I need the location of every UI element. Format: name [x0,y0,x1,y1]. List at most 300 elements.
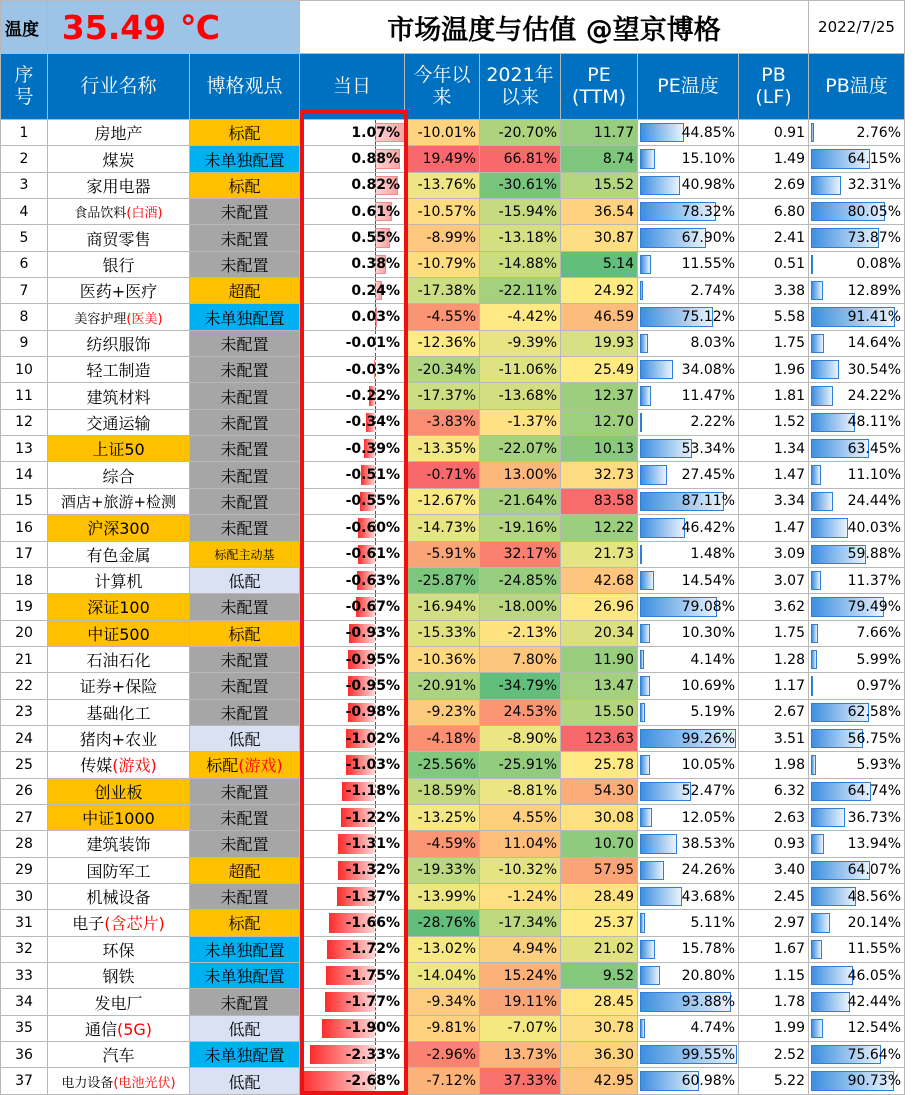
pb-lf-cell [739,120,809,146]
cell-text: 未配置 [220,993,269,1013]
cell-text: -0.55% [345,493,400,510]
cell-text: -0.51% [345,467,400,484]
cell-text: 酒店+旅游+检测 [60,492,177,511]
cell-text: -1.03% [345,756,400,773]
since-2021-change-cell [480,989,561,1015]
table-row [1,883,905,909]
cell-text: 11.55% [847,941,901,958]
ytd-change-cell [405,1015,480,1041]
cell-text: 15.10% [681,151,735,168]
cell-text: 2.41 [773,230,805,247]
cell-text: 43.68% [681,888,735,905]
pb-temp-cell [809,515,905,541]
cell-text: 1.47 [773,467,805,484]
pb-temp-bar [811,992,850,1011]
cell-text: 5 [19,230,29,247]
cell-text: 10 [15,361,33,378]
cell-text: (游戏) [238,756,283,776]
seq-cell [1,831,48,857]
ytd-change-cell [405,883,480,909]
cell-text: 1.15 [773,967,805,984]
cell-text: 2 [19,151,29,168]
industry-name-cell [48,488,190,514]
pb-temp-cell [809,172,905,198]
cell-text: -1.37% [507,414,557,431]
cell-text: 53.34% [681,440,735,457]
pe-temp-cell [638,699,739,725]
pb-temp-cell [809,936,905,962]
pb-lf-cell [739,883,809,909]
cell-text: -18.00% [498,598,557,615]
pb-temp-cell [809,778,905,804]
cell-text: -30.61% [498,177,557,194]
industry-name-cell [48,1042,190,1068]
cell-text: -11.06% [498,361,557,378]
cell-text: -17.37% [417,388,476,405]
pe-temp-cell [638,357,739,383]
seq-cell [1,330,48,356]
pe-ttm-cell [561,515,638,541]
cell-text: (白酒) [126,206,163,222]
table-row [1,515,905,541]
cell-text: 12.22 [593,519,634,536]
cell-text: 建筑装饰 [86,835,151,855]
table-row [1,120,905,146]
pe-ttm-cell [561,251,638,277]
ytd-change-cell [405,620,480,646]
pb-temp-bar [811,913,830,932]
cell-text: -0.22% [345,388,400,405]
pe-temp-bar [640,518,685,537]
since-2021-change-cell [480,409,561,435]
cell-text: 猪肉+农业 [79,730,158,750]
pe-ttm-cell [561,936,638,962]
since-2021-change-cell [480,436,561,462]
cell-text: 10.70 [593,835,634,852]
market-temp-label: 温度 [1,1,48,54]
cell-text: 25.37 [593,914,634,931]
since-2021-change-cell [480,330,561,356]
since-2021-change-cell [480,225,561,251]
column-header [1,54,48,120]
pe-temp-cell [638,462,739,488]
cell-text: 1.81 [773,388,805,405]
table-row [1,278,905,304]
table-row [1,673,905,699]
cell-text: 123.63 [585,730,634,747]
pb-temp-bar [811,624,818,643]
seq-cell [1,725,48,751]
cell-text: 房地产 [94,124,143,144]
cell-text: 20.34 [593,625,634,642]
cell-text: 低配 [228,1019,261,1039]
cell-text: 超配 [228,282,261,302]
cell-text: 创业板 [94,782,143,802]
cell-text: 11.47% [681,388,735,405]
day-change-cell [300,646,405,672]
cell-text: 0.08% [856,256,901,273]
ytd-change-cell [405,804,480,830]
day-change-cell [300,725,405,751]
pb-temp-bar [811,755,816,774]
cell-text: 20.14% [847,914,901,931]
bogle-view-cell [190,488,300,514]
cell-text: -3.83% [426,414,476,431]
cell-text: -1.31% [345,835,400,852]
market-temp-number: 35.49 [61,7,167,47]
pe-temp-bar [640,545,642,564]
pb-temp-cell [809,989,905,1015]
pe-ttm-cell [561,804,638,830]
pe-ttm-cell [561,120,638,146]
column-header [480,54,561,120]
cell-text: 46.42% [681,519,735,536]
seq-cell [1,752,48,778]
pb-lf-cell [739,225,809,251]
since-2021-change-cell [480,673,561,699]
cell-text: 未配置 [220,361,269,381]
bogle-view-cell [190,804,300,830]
cell-text: 煤炭 [102,150,135,170]
column-header-line: (TTM) [571,85,627,108]
industry-name-cell [48,304,190,330]
bogle-view-cell [190,725,300,751]
pe-ttm-cell [561,357,638,383]
column-header-line: 序 [14,63,34,86]
day-change-cell [300,515,405,541]
seq-cell [1,541,48,567]
pb-temp-bar [811,492,833,511]
cell-text: 0.51 [773,256,805,273]
cell-text: 48.11% [847,414,901,431]
ytd-change-cell [405,1042,480,1068]
industry-name-cell [48,910,190,936]
cell-text: 基础化工 [86,703,151,723]
cell-text: 7.80% [512,651,557,668]
cell-text: 5.99% [856,651,901,668]
pb-temp-cell [809,963,905,989]
cell-text: 4.74% [690,1020,735,1037]
cell-text: 2.45 [773,888,805,905]
cell-text: 1.99 [773,1020,805,1037]
pb-temp-bar [811,1019,823,1038]
column-header [190,54,300,120]
cell-text: 5.22 [773,1073,805,1090]
pb-temp-cell [809,910,905,936]
pe-ttm-cell [561,620,638,646]
seq-cell [1,1068,48,1094]
seq-cell [1,594,48,620]
pb-lf-cell [739,936,809,962]
industry-name-cell [48,1068,190,1094]
pb-lf-cell [739,804,809,830]
cell-text: 67.90% [681,230,735,247]
industry-name-cell [48,409,190,435]
pe-temp-cell [638,989,739,1015]
cell-text: -13.99% [417,888,476,905]
day-change-cell [300,383,405,409]
pe-temp-cell [638,936,739,962]
cell-text: 75.64% [847,1046,901,1063]
cell-text: -13.76% [417,177,476,194]
bogle-view-cell [190,1042,300,1068]
cell-text: -20.34% [417,361,476,378]
bogle-view-cell [190,857,300,883]
column-header-line: 当日 [332,74,371,97]
cell-text: 64.07% [847,862,901,879]
pb-temp-bar [811,334,824,353]
pe-ttm-cell [561,172,638,198]
pb-temp-bar [811,281,823,300]
cell-text: 11.90 [593,651,634,668]
cell-text: -8.81% [507,783,557,800]
bogle-view-cell [190,673,300,699]
cell-text: 15 [15,493,33,510]
pb-lf-cell [739,462,809,488]
cell-text: 未配置 [220,413,269,433]
cell-text: -24.85% [498,572,557,589]
cell-text: 46.05% [847,967,901,984]
since-2021-change-cell [480,541,561,567]
column-header-line: 行业名称 [80,74,157,97]
since-2021-change-cell [480,1068,561,1094]
pb-lf-cell [739,330,809,356]
bogle-view-cell [190,120,300,146]
ytd-change-cell [405,567,480,593]
cell-text: 59.88% [847,546,901,563]
pb-temp-cell [809,225,905,251]
cell-text: -10.32% [498,862,557,879]
table-row [1,936,905,962]
pb-temp-cell [809,488,905,514]
cell-text: 12.05% [681,809,735,826]
since-2021-change-cell [480,488,561,514]
day-change-cell [300,541,405,567]
ytd-change-cell [405,199,480,225]
cell-text: 11.55% [681,256,735,273]
cell-text: -17.38% [417,282,476,299]
cell-text: -8.99% [426,230,476,247]
cell-text: 56.75% [847,730,901,747]
cell-text: 未单独配置 [204,940,285,960]
day-change-cell [300,1015,405,1041]
cell-text: 5.19% [690,704,735,721]
pb-lf-cell [739,989,809,1015]
ytd-change-cell [405,330,480,356]
cell-text: 未配置 [220,598,269,618]
pb-lf-cell [739,357,809,383]
seq-cell [1,225,48,251]
since-2021-change-cell [480,883,561,909]
cell-text: 沪深300 [87,519,150,539]
pb-lf-cell [739,725,809,751]
pe-temp-cell [638,225,739,251]
cell-text: 电力设备 [61,1075,114,1091]
table-row [1,172,905,198]
pb-temp-bar [811,834,824,853]
cell-text: 13.47 [593,677,634,694]
cell-text: -15.94% [498,203,557,220]
seq-cell [1,963,48,989]
pe-ttm-cell [561,383,638,409]
cell-text: 20 [15,625,33,642]
day-change-cell [300,594,405,620]
cell-text: -10.36% [417,651,476,668]
cell-text: -1.72% [345,941,400,958]
cell-text: 48.56% [847,888,901,905]
ytd-change-cell [405,752,480,778]
pb-lf-cell [739,251,809,277]
industry-name-cell [48,778,190,804]
pb-lf-cell [739,541,809,567]
pb-temp-cell [809,594,905,620]
bogle-view-cell [190,304,300,330]
ytd-change-cell [405,936,480,962]
pb-temp-cell [809,1068,905,1094]
cell-text: 标配 [228,176,261,196]
table-row [1,594,905,620]
column-header [809,54,905,120]
industry-name-cell [48,357,190,383]
cell-text: 5.93% [856,756,901,773]
pb-temp-bar [811,571,821,590]
cell-text: 66.81% [503,151,557,168]
cell-text: 10.30% [681,625,735,642]
cell-text: 未单独配置 [204,1046,285,1066]
bogle-view-cell [190,646,300,672]
cell-text: 1.52 [773,414,805,431]
cell-text: 传媒 [80,756,113,776]
pe-temp-cell [638,436,739,462]
column-header [638,54,739,120]
pe-temp-bar [640,808,652,827]
cell-text: 交通运输 [86,413,151,433]
cell-text: -9.81% [426,1020,476,1037]
pe-temp-cell [638,620,739,646]
industry-name-cell [48,804,190,830]
cell-text: 0.55% [351,230,400,247]
table-row [1,831,905,857]
cell-text: 建筑材料 [86,387,151,407]
cell-text: 10.69% [681,677,735,694]
pe-temp-cell [638,778,739,804]
day-change-cell [300,936,405,962]
ytd-change-cell [405,146,480,172]
bogle-view-cell [190,831,300,857]
pb-temp-bar [811,386,833,405]
cell-text: 标配 [228,914,261,934]
ytd-change-cell [405,409,480,435]
cell-text: 9 [19,335,29,352]
pe-temp-cell [638,146,739,172]
cell-text: 33 [15,967,33,984]
ytd-change-cell [405,251,480,277]
bogle-view-cell [190,883,300,909]
table-row [1,436,905,462]
cell-text: 3.62 [773,598,805,615]
pb-lf-cell [739,910,809,936]
day-change-cell [300,699,405,725]
pe-ttm-cell [561,989,638,1015]
ytd-change-cell [405,857,480,883]
cell-text: 未配置 [220,677,269,697]
seq-cell [1,989,48,1015]
cell-text: 93.88% [681,994,735,1011]
pe-temp-bar [640,887,682,906]
cell-text: 25 [15,756,33,773]
cell-text: 低配 [228,572,261,592]
cell-text: 5.14 [602,256,634,273]
pb-lf-cell [739,699,809,725]
cell-text: 有色金属 [86,545,151,565]
table-row [1,567,905,593]
ytd-change-cell [405,278,480,304]
cell-text: 21 [15,651,33,668]
cell-text: -0.95% [345,677,400,694]
bogle-view-cell [190,567,300,593]
pb-temp-cell [809,383,905,409]
cell-text: -13.02% [417,941,476,958]
cell-text: 32.17% [503,546,557,563]
pe-ttm-cell [561,541,638,567]
cell-text: 15.24% [503,967,557,984]
cell-text: 食品饮料 [74,206,127,222]
cell-text: 3.09 [773,546,805,563]
seq-cell [1,857,48,883]
cell-text: 26.96 [593,598,634,615]
cell-text: 0.24% [351,282,400,299]
pb-temp-cell [809,357,905,383]
cell-text: 12.54% [847,1020,901,1037]
cell-text: 4.94% [512,941,557,958]
seq-cell [1,436,48,462]
cell-text: 2.22% [690,414,735,431]
day-change-cell [300,146,405,172]
industry-name-cell [48,831,190,857]
pb-lf-cell [739,752,809,778]
cell-text: 42.95 [593,1073,634,1090]
pe-temp-cell [638,594,739,620]
pe-temp-cell [638,1042,739,1068]
cell-text: 1.78 [773,994,805,1011]
cell-text: 环保 [102,940,135,960]
pe-temp-bar [640,861,664,880]
column-header-line: (LF) [755,85,792,108]
table-row [1,488,905,514]
table-row [1,1042,905,1068]
cell-text: -34.79% [498,677,557,694]
day-change-cell [300,120,405,146]
cell-text: 美容护理 [74,311,127,327]
cell-text: 3.51 [773,730,805,747]
cell-text: -19.16% [498,519,557,536]
since-2021-change-cell [480,146,561,172]
industry-name-cell [48,172,190,198]
pb-temp-cell [809,1042,905,1068]
industry-name-cell [48,436,190,462]
cell-text: -15.33% [417,625,476,642]
pb-temp-cell [809,462,905,488]
since-2021-change-cell [480,778,561,804]
cell-text: 23 [15,704,33,721]
pe-temp-bar [640,334,648,353]
industry-name-cell [48,278,190,304]
cell-text: 未配置 [220,888,269,908]
cell-text: 国防军工 [86,861,151,881]
pb-lf-cell [739,1042,809,1068]
pb-temp-bar [811,676,813,695]
pb-temp-cell [809,120,905,146]
